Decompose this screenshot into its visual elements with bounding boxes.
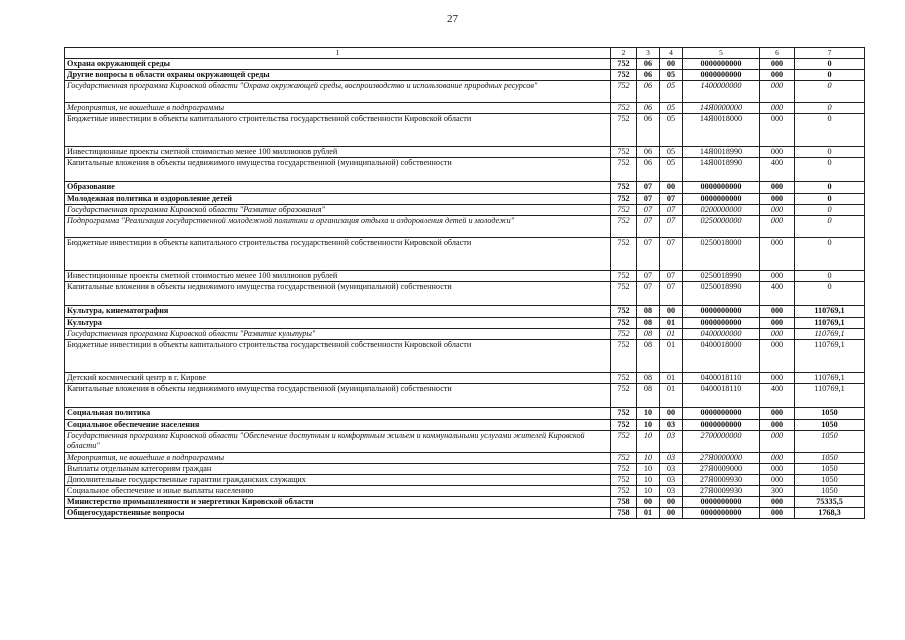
subsection-cell: 07 bbox=[660, 216, 683, 238]
row-name-cell: Социальное обеспечение населения bbox=[65, 420, 611, 431]
section-cell: 06 bbox=[637, 158, 660, 182]
amount-cell: 1050 bbox=[795, 408, 865, 420]
admin-code-cell: 752 bbox=[611, 464, 637, 475]
row-name-cell: Государственная программа Кировской области "Развитие культуры" bbox=[65, 329, 611, 340]
subsection-cell: 01 bbox=[660, 373, 683, 384]
admin-code-cell: 758 bbox=[611, 497, 637, 508]
amount-cell: 0 bbox=[795, 282, 865, 306]
row-name-cell: Подпрограмма "Реализация государственной молодежной политики и организация отдыха и оздоровления детей и молодежи" bbox=[65, 216, 611, 238]
row-name-cell: Социальное обеспечение и иные выплаты населению bbox=[65, 486, 611, 497]
header-cell: 2 bbox=[611, 48, 637, 59]
expense-type-cell: 000 bbox=[760, 340, 795, 373]
admin-code-cell: 752 bbox=[611, 271, 637, 282]
admin-code-cell: 752 bbox=[611, 408, 637, 420]
target-article-cell: 0000000000 bbox=[683, 70, 760, 81]
table-row bbox=[65, 194, 865, 205]
table-row bbox=[65, 431, 865, 453]
table-row bbox=[65, 373, 865, 384]
expense-type-cell: 000 bbox=[760, 216, 795, 238]
row-name-cell: Капитальные вложения в объекты недвижимого имущества государственной (муниципальной) собственности bbox=[65, 282, 611, 306]
row-name-cell: Мероприятия, не вошедшие в подпрограммы bbox=[65, 103, 611, 114]
expense-type-cell: 400 bbox=[760, 384, 795, 408]
row-name-cell: Дополнительные государственные гарантии гражданских служащих bbox=[65, 475, 611, 486]
target-article-cell: 14Я0018990 bbox=[683, 147, 760, 158]
amount-cell: 0 bbox=[795, 182, 865, 194]
row-name-cell: Министерство промышленности и энергетики Кировской области bbox=[65, 497, 611, 508]
subsection-cell: 05 bbox=[660, 114, 683, 147]
admin-code-cell: 752 bbox=[611, 384, 637, 408]
table-row bbox=[65, 475, 865, 486]
expense-type-cell: 000 bbox=[760, 205, 795, 216]
expense-type-cell: 000 bbox=[760, 329, 795, 340]
subsection-cell: 03 bbox=[660, 486, 683, 497]
subsection-cell: 05 bbox=[660, 158, 683, 182]
target-article-cell: 14Я0018000 bbox=[683, 114, 760, 147]
amount-cell: 0 bbox=[795, 271, 865, 282]
target-article-cell: 0250018000 bbox=[683, 238, 760, 271]
target-article-cell: 27Я0009930 bbox=[683, 475, 760, 486]
expense-type-cell: 000 bbox=[760, 420, 795, 431]
amount-cell: 0 bbox=[795, 194, 865, 205]
section-cell: 08 bbox=[637, 329, 660, 340]
header-cell: 4 bbox=[660, 48, 683, 59]
expense-type-cell: 000 bbox=[760, 70, 795, 81]
admin-code-cell: 752 bbox=[611, 59, 637, 70]
section-cell: 10 bbox=[637, 420, 660, 431]
section-cell: 06 bbox=[637, 59, 660, 70]
amount-cell: 1050 bbox=[795, 475, 865, 486]
table-row bbox=[65, 158, 865, 182]
admin-code-cell: 752 bbox=[611, 340, 637, 373]
subsection-cell: 05 bbox=[660, 70, 683, 81]
target-article-cell: 0400018110 bbox=[683, 384, 760, 408]
admin-code-cell: 752 bbox=[611, 373, 637, 384]
expense-type-cell: 000 bbox=[760, 114, 795, 147]
section-cell: 07 bbox=[637, 205, 660, 216]
target-article-cell: 0200000000 bbox=[683, 205, 760, 216]
expense-type-cell: 000 bbox=[760, 271, 795, 282]
expense-type-cell: 300 bbox=[760, 486, 795, 497]
table-row bbox=[65, 329, 865, 340]
target-article-cell: 0400000000 bbox=[683, 329, 760, 340]
table-row bbox=[65, 182, 865, 194]
row-name-cell: Бюджетные инвестиции в объекты капитального строительства государственной собственности Кировской области bbox=[65, 340, 611, 373]
section-cell: 10 bbox=[637, 408, 660, 420]
amount-cell: 1050 bbox=[795, 486, 865, 497]
amount-cell: 0 bbox=[795, 59, 865, 70]
subsection-cell: 05 bbox=[660, 147, 683, 158]
target-article-cell: 14Я0018990 bbox=[683, 158, 760, 182]
section-cell: 07 bbox=[637, 282, 660, 306]
section-cell: 06 bbox=[637, 103, 660, 114]
row-name-cell: Капитальные вложения в объекты недвижимого имущества государственной (муниципальной) собственности bbox=[65, 384, 611, 408]
section-cell: 07 bbox=[637, 271, 660, 282]
amount-cell: 0 bbox=[795, 103, 865, 114]
expense-type-cell: 000 bbox=[760, 497, 795, 508]
amount-cell: 0 bbox=[795, 216, 865, 238]
section-cell: 07 bbox=[637, 182, 660, 194]
table-row bbox=[65, 306, 865, 318]
section-cell: 06 bbox=[637, 70, 660, 81]
admin-code-cell: 752 bbox=[611, 81, 637, 103]
subsection-cell: 03 bbox=[660, 464, 683, 475]
target-article-cell: 0000000000 bbox=[683, 194, 760, 205]
amount-cell: 1050 bbox=[795, 420, 865, 431]
amount-cell: 1050 bbox=[795, 464, 865, 475]
section-cell: 10 bbox=[637, 431, 660, 453]
section-cell: 06 bbox=[637, 81, 660, 103]
table-row bbox=[65, 81, 865, 103]
amount-cell: 1050 bbox=[795, 431, 865, 453]
subsection-cell: 01 bbox=[660, 384, 683, 408]
section-cell: 08 bbox=[637, 373, 660, 384]
table-row bbox=[65, 486, 865, 497]
subsection-cell: 03 bbox=[660, 431, 683, 453]
subsection-cell: 07 bbox=[660, 271, 683, 282]
target-article-cell: 0000000000 bbox=[683, 59, 760, 70]
amount-cell: 1768,3 bbox=[795, 508, 865, 519]
amount-cell: 1050 bbox=[795, 453, 865, 464]
admin-code-cell: 752 bbox=[611, 147, 637, 158]
subsection-cell: 03 bbox=[660, 420, 683, 431]
table-row bbox=[65, 508, 865, 519]
row-name-cell: Бюджетные инвестиции в объекты капитального строительства государственной собственности Кировской области bbox=[65, 238, 611, 271]
row-name-cell: Образование bbox=[65, 182, 611, 194]
admin-code-cell: 752 bbox=[611, 329, 637, 340]
expense-type-cell: 000 bbox=[760, 194, 795, 205]
table-row bbox=[65, 340, 865, 373]
expense-type-cell: 000 bbox=[760, 431, 795, 453]
subsection-cell: 00 bbox=[660, 408, 683, 420]
expense-type-cell: 000 bbox=[760, 59, 795, 70]
subsection-cell: 03 bbox=[660, 453, 683, 464]
table-row bbox=[65, 497, 865, 508]
section-cell: 08 bbox=[637, 384, 660, 408]
subsection-cell: 00 bbox=[660, 497, 683, 508]
target-article-cell: 0400018110 bbox=[683, 373, 760, 384]
expense-type-cell: 000 bbox=[760, 318, 795, 329]
admin-code-cell: 752 bbox=[611, 431, 637, 453]
amount-cell: 0 bbox=[795, 114, 865, 147]
table-row bbox=[65, 318, 865, 329]
table-row bbox=[65, 147, 865, 158]
row-name-cell: Культура bbox=[65, 318, 611, 329]
target-article-cell: 27Я0000000 bbox=[683, 453, 760, 464]
amount-cell: 0 bbox=[795, 158, 865, 182]
section-cell: 01 bbox=[637, 508, 660, 519]
table-row bbox=[65, 216, 865, 238]
section-cell: 08 bbox=[637, 318, 660, 329]
target-article-cell: 0250018990 bbox=[683, 282, 760, 306]
subsection-cell: 07 bbox=[660, 282, 683, 306]
table-row bbox=[65, 464, 865, 475]
expense-type-cell: 000 bbox=[760, 81, 795, 103]
row-name-cell: Молодежная политика и оздоровление детей bbox=[65, 194, 611, 205]
row-name-cell: Государственная программа Кировской области "Развитие образования" bbox=[65, 205, 611, 216]
target-article-cell: 27Я0009000 bbox=[683, 464, 760, 475]
subsection-cell: 07 bbox=[660, 205, 683, 216]
subsection-cell: 00 bbox=[660, 59, 683, 70]
admin-code-cell: 752 bbox=[611, 238, 637, 271]
subsection-cell: 03 bbox=[660, 475, 683, 486]
target-article-cell: 14Я0000000 bbox=[683, 103, 760, 114]
table-row bbox=[65, 114, 865, 147]
target-article-cell: 0000000000 bbox=[683, 318, 760, 329]
subsection-cell: 01 bbox=[660, 340, 683, 373]
admin-code-cell: 752 bbox=[611, 114, 637, 147]
table-row bbox=[65, 384, 865, 408]
budget-table bbox=[64, 47, 865, 519]
section-cell: 10 bbox=[637, 475, 660, 486]
section-cell: 10 bbox=[637, 464, 660, 475]
section-cell: 06 bbox=[637, 114, 660, 147]
table-row bbox=[65, 408, 865, 420]
admin-code-cell: 752 bbox=[611, 282, 637, 306]
amount-cell: 110769,1 bbox=[795, 373, 865, 384]
expense-type-cell: 000 bbox=[760, 238, 795, 271]
admin-code-cell: 752 bbox=[611, 205, 637, 216]
admin-code-cell: 752 bbox=[611, 70, 637, 81]
section-cell: 10 bbox=[637, 453, 660, 464]
target-article-cell: 0400018000 bbox=[683, 340, 760, 373]
admin-code-cell: 752 bbox=[611, 453, 637, 464]
target-article-cell: 0250018990 bbox=[683, 271, 760, 282]
expense-type-cell: 000 bbox=[760, 464, 795, 475]
table-header-row bbox=[65, 48, 865, 59]
target-article-cell: 0250000000 bbox=[683, 216, 760, 238]
subsection-cell: 01 bbox=[660, 318, 683, 329]
table-row bbox=[65, 70, 865, 81]
admin-code-cell: 752 bbox=[611, 475, 637, 486]
section-cell: 06 bbox=[637, 147, 660, 158]
subsection-cell: 07 bbox=[660, 238, 683, 271]
admin-code-cell: 752 bbox=[611, 420, 637, 431]
section-cell: 10 bbox=[637, 486, 660, 497]
expense-type-cell: 000 bbox=[760, 453, 795, 464]
amount-cell: 110769,1 bbox=[795, 340, 865, 373]
subsection-cell: 00 bbox=[660, 508, 683, 519]
admin-code-cell: 752 bbox=[611, 318, 637, 329]
row-name-cell: Инвестиционные проекты сметной стоимостью менее 100 миллионов рублей bbox=[65, 147, 611, 158]
header-cell: 5 bbox=[683, 48, 760, 59]
admin-code-cell: 752 bbox=[611, 194, 637, 205]
admin-code-cell: 752 bbox=[611, 158, 637, 182]
admin-code-cell: 752 bbox=[611, 103, 637, 114]
target-article-cell: 0000000000 bbox=[683, 408, 760, 420]
admin-code-cell: 752 bbox=[611, 182, 637, 194]
section-cell: 07 bbox=[637, 216, 660, 238]
admin-code-cell: 752 bbox=[611, 216, 637, 238]
row-name-cell: Государственная программа Кировской области "Охрана окружающей среды, воспроизводство и использование природных ресурсов" bbox=[65, 81, 611, 103]
expense-type-cell: 000 bbox=[760, 508, 795, 519]
subsection-cell: 05 bbox=[660, 81, 683, 103]
page-number: 27 bbox=[447, 13, 458, 25]
expense-type-cell: 000 bbox=[760, 147, 795, 158]
amount-cell: 0 bbox=[795, 147, 865, 158]
target-article-cell: 2700000000 bbox=[683, 431, 760, 453]
subsection-cell: 00 bbox=[660, 182, 683, 194]
row-name-cell: Культура, кинематография bbox=[65, 306, 611, 318]
target-article-cell: 0000000000 bbox=[683, 306, 760, 318]
table-row bbox=[65, 271, 865, 282]
section-cell: 08 bbox=[637, 340, 660, 373]
table-row bbox=[65, 453, 865, 464]
section-cell: 08 bbox=[637, 306, 660, 318]
amount-cell: 75335,5 bbox=[795, 497, 865, 508]
header-cell: 7 bbox=[795, 48, 865, 59]
header-cell: 6 bbox=[760, 48, 795, 59]
amount-cell: 110769,1 bbox=[795, 306, 865, 318]
header-cell: 3 bbox=[637, 48, 660, 59]
expense-type-cell: 400 bbox=[760, 158, 795, 182]
row-name-cell: Общегосударственные вопросы bbox=[65, 508, 611, 519]
amount-cell: 0 bbox=[795, 238, 865, 271]
table-row bbox=[65, 238, 865, 271]
amount-cell: 110769,1 bbox=[795, 318, 865, 329]
table-row bbox=[65, 59, 865, 70]
subsection-cell: 00 bbox=[660, 306, 683, 318]
admin-code-cell: 752 bbox=[611, 486, 637, 497]
section-cell: 07 bbox=[637, 238, 660, 271]
table-row bbox=[65, 282, 865, 306]
target-article-cell: 0000000000 bbox=[683, 182, 760, 194]
admin-code-cell: 752 bbox=[611, 306, 637, 318]
header-cell: 1 bbox=[65, 48, 611, 59]
expense-type-cell: 000 bbox=[760, 373, 795, 384]
subsection-cell: 07 bbox=[660, 194, 683, 205]
amount-cell: 0 bbox=[795, 81, 865, 103]
row-name-cell: Другие вопросы в области охраны окружающей среды bbox=[65, 70, 611, 81]
table-row bbox=[65, 420, 865, 431]
expense-type-cell: 000 bbox=[760, 306, 795, 318]
subsection-cell: 01 bbox=[660, 329, 683, 340]
target-article-cell: 0000000000 bbox=[683, 497, 760, 508]
table-row bbox=[65, 205, 865, 216]
target-article-cell: 0000000000 bbox=[683, 420, 760, 431]
amount-cell: 110769,1 bbox=[795, 384, 865, 408]
subsection-cell: 05 bbox=[660, 103, 683, 114]
row-name-cell: Государственная программа Кировской области "Обеспечение доступным и комфортным жильем и коммунальными услугами жителей Кировской области" bbox=[65, 431, 611, 453]
row-name-cell: Выплаты отдельным категориям граждан bbox=[65, 464, 611, 475]
expense-type-cell: 000 bbox=[760, 408, 795, 420]
row-name-cell: Бюджетные инвестиции в объекты капитального строительства государственной собственности Кировской области bbox=[65, 114, 611, 147]
section-cell: 00 bbox=[637, 497, 660, 508]
target-article-cell: 27Я0009930 bbox=[683, 486, 760, 497]
amount-cell: 0 bbox=[795, 205, 865, 216]
admin-code-cell: 758 bbox=[611, 508, 637, 519]
row-name-cell: Детский космический центр в г. Кирове bbox=[65, 373, 611, 384]
target-article-cell: 1400000000 bbox=[683, 81, 760, 103]
row-name-cell: Социальная политика bbox=[65, 408, 611, 420]
row-name-cell: Охрана окружающей среды bbox=[65, 59, 611, 70]
amount-cell: 110769,1 bbox=[795, 329, 865, 340]
table-row bbox=[65, 103, 865, 114]
row-name-cell: Капитальные вложения в объекты недвижимого имущества государственной (муниципальной) собственности bbox=[65, 158, 611, 182]
amount-cell: 0 bbox=[795, 70, 865, 81]
section-cell: 07 bbox=[637, 194, 660, 205]
expense-type-cell: 000 bbox=[760, 103, 795, 114]
expense-type-cell: 400 bbox=[760, 282, 795, 306]
target-article-cell: 0000000000 bbox=[683, 508, 760, 519]
expense-type-cell: 000 bbox=[760, 182, 795, 194]
row-name-cell: Мероприятия, не вошедшие в подпрограммы bbox=[65, 453, 611, 464]
expense-type-cell: 000 bbox=[760, 475, 795, 486]
row-name-cell: Инвестиционные проекты сметной стоимостью менее 100 миллионов рублей bbox=[65, 271, 611, 282]
